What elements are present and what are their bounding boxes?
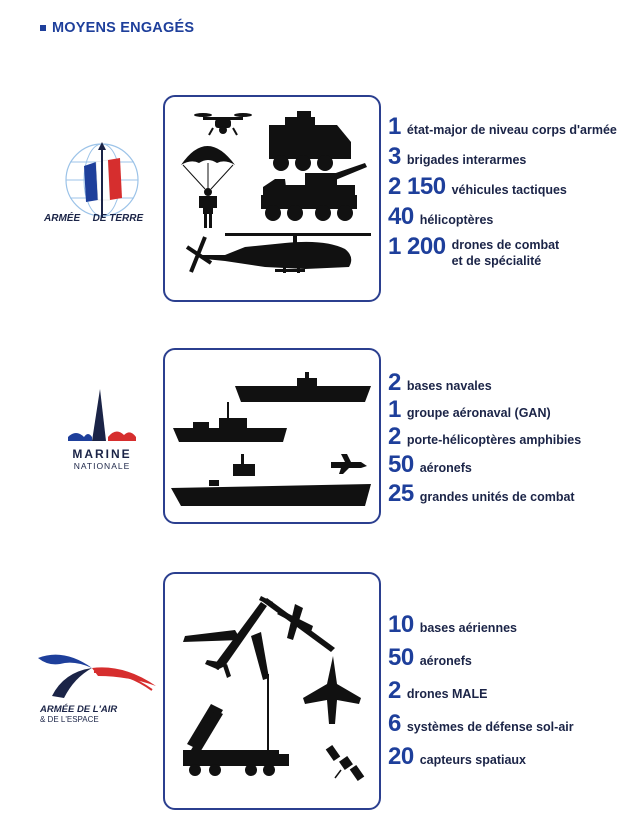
stat-row xyxy=(388,482,581,510)
armee-de-terre-logo xyxy=(42,140,160,235)
fighter-jet-icon xyxy=(331,454,367,474)
satellite-icon xyxy=(326,745,365,781)
armored-vehicle-icon xyxy=(269,111,351,171)
army-equipment-panel xyxy=(163,95,381,302)
stat-number: 6 xyxy=(388,710,401,737)
stat-label: drones MALE xyxy=(406,687,488,701)
navy-emblem-icon xyxy=(62,385,142,447)
stat-row xyxy=(388,145,617,175)
stat-label: systèmes de défense sol-air xyxy=(406,720,574,734)
stat-row xyxy=(388,235,617,269)
stat-label: bases navales xyxy=(406,379,492,393)
stat-label: groupe aéronaval (GAN) xyxy=(406,406,551,420)
stat-label: grandes unités de combat xyxy=(419,490,575,504)
air-force-stats xyxy=(388,613,574,778)
stat-row xyxy=(388,679,574,712)
stat-row xyxy=(388,371,581,398)
stat-row xyxy=(388,205,617,235)
stat-label: état-major de niveau corps d'armée xyxy=(406,123,617,137)
parachutist-icon xyxy=(181,146,235,228)
stat-label-line2: et de spécialité xyxy=(451,253,542,268)
stat-number: 1 xyxy=(388,396,401,423)
page-title: MOYENS ENGAGÉS xyxy=(52,20,195,36)
army-logo-line2: DE TERRE xyxy=(92,213,144,224)
stat-number: 10 xyxy=(388,611,414,638)
armee-de-l-air-logo xyxy=(34,646,160,736)
stat-row xyxy=(388,646,574,679)
aircraft-carrier-icon xyxy=(171,454,371,506)
drone-icon xyxy=(194,113,252,135)
stat-number: 40 xyxy=(388,203,414,230)
army-logo-line1: ARMÉE xyxy=(44,213,81,224)
artillery-truck-icon xyxy=(261,163,367,221)
stat-number: 1 xyxy=(388,113,401,140)
air-force-logo-line1: ARMÉE DE L'AIR xyxy=(40,704,118,715)
navy-logo-line2: NATIONALE xyxy=(73,461,131,471)
navy-logo-line1: MARINE xyxy=(72,447,132,461)
stat-row xyxy=(388,453,581,482)
air-force-logo-line2: & DE L'ESPACE xyxy=(40,715,99,724)
air-force-equipment-panel xyxy=(163,572,381,810)
stat-label: aéronefs xyxy=(419,461,472,475)
stat-row xyxy=(388,398,581,425)
stat-number: 50 xyxy=(388,644,414,671)
sam-launcher-icon xyxy=(183,674,289,776)
stat-row xyxy=(388,745,574,778)
stat-number: 2 xyxy=(388,423,401,450)
stat-row xyxy=(388,425,581,453)
stat-label: hélicoptères xyxy=(419,213,494,227)
stat-label: brigades interarmes xyxy=(406,153,527,167)
stat-number: 2 xyxy=(388,369,401,396)
frigate-icon xyxy=(173,402,287,442)
transport-aircraft-icon xyxy=(183,602,269,680)
stat-row xyxy=(388,115,617,145)
stat-number: 20 xyxy=(388,743,414,770)
stat-label: aéronefs xyxy=(419,654,472,668)
stat-label: bases aériennes xyxy=(419,621,517,635)
army-stats xyxy=(388,115,617,269)
section-header xyxy=(40,20,194,36)
helicopter-icon xyxy=(187,233,371,273)
stat-number: 2 xyxy=(388,677,401,704)
stat-label: véhicules tactiques xyxy=(451,183,567,197)
air-force-emblem-icon xyxy=(34,646,160,702)
stat-label: capteurs spatiaux xyxy=(419,753,526,767)
amphibious-ship-icon xyxy=(235,372,371,402)
navy-stats xyxy=(388,371,581,510)
bullet-icon xyxy=(40,25,46,31)
stat-label: porte-hélicoptères amphibies xyxy=(406,433,582,447)
stat-row xyxy=(388,613,574,646)
stat-label: drones de combat xyxy=(451,238,560,252)
stat-number: 25 xyxy=(388,480,414,507)
navy-equipment-panel xyxy=(163,348,381,524)
stat-number: 50 xyxy=(388,451,414,478)
marine-nationale-logo xyxy=(62,385,142,477)
stat-number: 1 200 xyxy=(388,233,446,260)
rafale-jet-icon xyxy=(303,656,361,724)
stat-number: 3 xyxy=(388,143,401,170)
male-drone-icon xyxy=(259,596,335,652)
stat-row xyxy=(388,175,617,205)
stat-row xyxy=(388,712,574,745)
stat-number: 2 150 xyxy=(388,173,446,200)
